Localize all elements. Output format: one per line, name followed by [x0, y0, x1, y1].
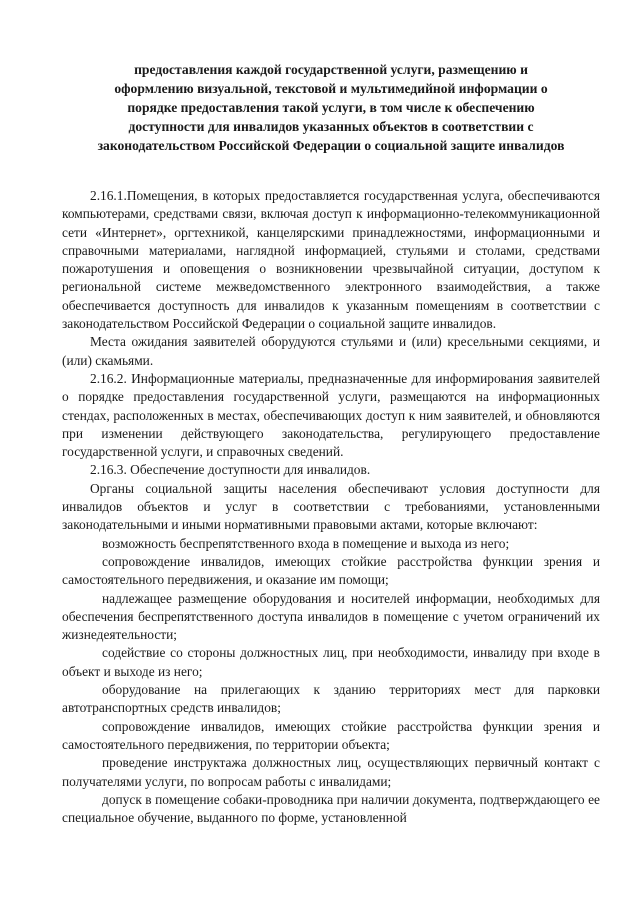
- list-item: сопровождение инвалидов, имеющих стойкие расстройства функции зрения и самостоятельного передвижения, и оказание им помощи;: [62, 553, 600, 588]
- document-body: [62, 187, 600, 827]
- heading-line: порядке предоставления такой услуги, в том числе к обеспечению: [127, 100, 535, 115]
- paragraph-2-16-2: 2.16.2. Информационные материалы, предназначенные для информирования заявителей о порядке предоставления государственной услуги, размещаются на информационных стендах, расположенных в местах, обеспечивающих доступ к ним заявителей, и обновляются при изменении действующего законодательства, регулирующего предоставление государственной услуги, и справочных сведений.: [62, 370, 600, 460]
- list-item: оборудование на прилегающих к зданию территориях мест для парковки автотранспортных средств инвалидов;: [62, 682, 600, 716]
- section-heading: [62, 60, 600, 155]
- paragraph-waiting-places: Места ожидания заявителей оборудуются стульями и (или) кресельными секциями, и (или) скамьями.: [62, 334, 600, 368]
- paragraph-accessibility-conditions: Органы социальной защиты населения обеспечивают условия доступности для инвалидов объектов и услуг в соответствии с требованиями, установленными законодательными и иными нормативными правовыми актами, которые включают:: [62, 480, 600, 533]
- heading-line: законодательством Российской Федерации о социальной защите инвалидов: [97, 138, 565, 153]
- list-item: содействие со стороны должностных лиц, при необходимости, инвалиду при входе в объект и выходе из него;: [62, 645, 600, 679]
- heading-line: предоставления каждой государственной услуги, размещению и: [134, 62, 528, 77]
- list-item: надлежащее размещение оборудования и носителей информации, необходимых для обеспечения беспрепятственного доступа инвалидов в помещение с учетом ограничений их жизнедеятельности;: [62, 590, 600, 643]
- list-item: допуск в помещение собаки-проводника при наличии документа, подтверждающего ее специальное обучение, выданного по форме, установленной: [62, 791, 600, 826]
- list-item: проведение инструктажа должностных лиц, осуществляющих первичный контакт с получателями услуги, по вопросам работы с инвалидами;: [62, 755, 600, 789]
- paragraph-2-16-1: 2.16.1.Помещения, в которых предоставляется государственная услуга, обеспечиваются компьютерами, средствами связи, включая доступ к информационно-телекоммуникационной сети «Интернет», оргтехникой, канцелярскими принадлежностями, информационными и справочными материалами, наглядной информацией, стульями и столами, средствами пожаротушения и оповещения о возникновении чрезвычайной ситуации, доступом к региональной системе межведомственного электронного взаимодействия, а также обеспечивается доступность для инвалидов к указанным помещениям в соответствии с законодательством Российской Федерации о социальной защите инвалидов.: [62, 188, 600, 332]
- list-item: возможность беспрепятственного входа в помещение и выхода из него;: [102, 535, 510, 551]
- paragraph-2-16-3: 2.16.3. Обеспечение доступности для инвалидов.: [90, 462, 371, 478]
- heading-line: оформлению визуальной, текстовой и мультимедийной информации о: [114, 81, 548, 96]
- list-item: сопровождение инвалидов, имеющих стойкие расстройства функции зрения и самостоятельного передвижения, по территории объекта;: [62, 718, 600, 752]
- heading-line: доступности для инвалидов указанных объектов в соответствии с: [128, 119, 534, 134]
- document-page: [62, 60, 600, 827]
